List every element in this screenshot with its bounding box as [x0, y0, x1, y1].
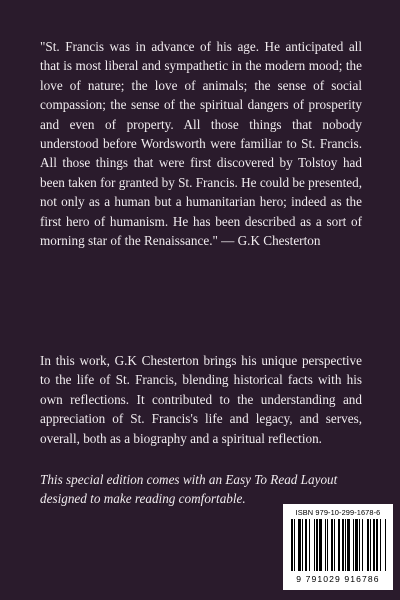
isbn-barcode-box	[283, 504, 393, 590]
barcode-bar	[347, 519, 349, 571]
barcode-bar	[302, 519, 303, 571]
barcode-bar	[338, 519, 339, 571]
barcode-bar	[385, 519, 386, 571]
barcode-bar	[325, 519, 326, 571]
barcode-bar	[309, 519, 310, 571]
barcode-bar	[334, 519, 335, 571]
barcode-bar	[376, 519, 378, 571]
isbn-label: ISBN 979-10-299-1678-6	[295, 508, 381, 517]
barcode-bar	[342, 519, 344, 571]
barcode-bar	[331, 519, 333, 571]
barcode-bar	[314, 519, 315, 571]
barcode-bar	[367, 519, 369, 571]
book-summary: In this work, G.K Chesterton brings his unique perspective to the life of St. Francis, blending historical facts with his own reflections. It contributed to the understanding and appreciation of St. Francis's life and legacy, and serves, overall, both as a biography and a spiritual reflection.	[40, 353, 362, 446]
barcode-bar	[362, 519, 363, 571]
barcode-bar	[305, 519, 307, 571]
edition-note: This special edition comes with an Easy To Read Layout designed to make reading comfortable.	[40, 472, 338, 507]
barcode-bar	[359, 519, 360, 571]
barcode-bar	[380, 519, 381, 571]
barcode-bar	[291, 519, 293, 571]
barcode-bar	[345, 519, 346, 571]
barcode-bar	[327, 519, 328, 571]
barcode-digits: 9 791029 916786	[296, 574, 380, 584]
barcode-bar	[353, 519, 354, 571]
barcode-bar	[319, 519, 322, 571]
barcode-bar	[373, 519, 374, 571]
barcode-bars	[291, 519, 387, 571]
barcode-bar	[298, 519, 301, 571]
barcode-bar	[370, 519, 371, 571]
barcode-bar	[316, 519, 318, 571]
chesterton-quote: "St. Francis was in advance of his age. He anticipated all that is most liberal and sympathetic in the modern mood; the love of nature; the love of animals; the sense of social compassion; the sense of the spiritual dangers of prosperity and even of property. All those things that nobody understood before Wordsworth were familiar to St. Francis. All those things that were first discovered by Tolstoy had been taken for granted by St. Francis. He could be presented, not only as a human but a humanitarian hero; indeed as the first hero of humanism. He has been described as a sort of morning star of the Renaissance." — G.K Chesterton	[40, 39, 362, 249]
barcode-bar	[294, 519, 295, 571]
barcode-bar	[355, 519, 357, 571]
